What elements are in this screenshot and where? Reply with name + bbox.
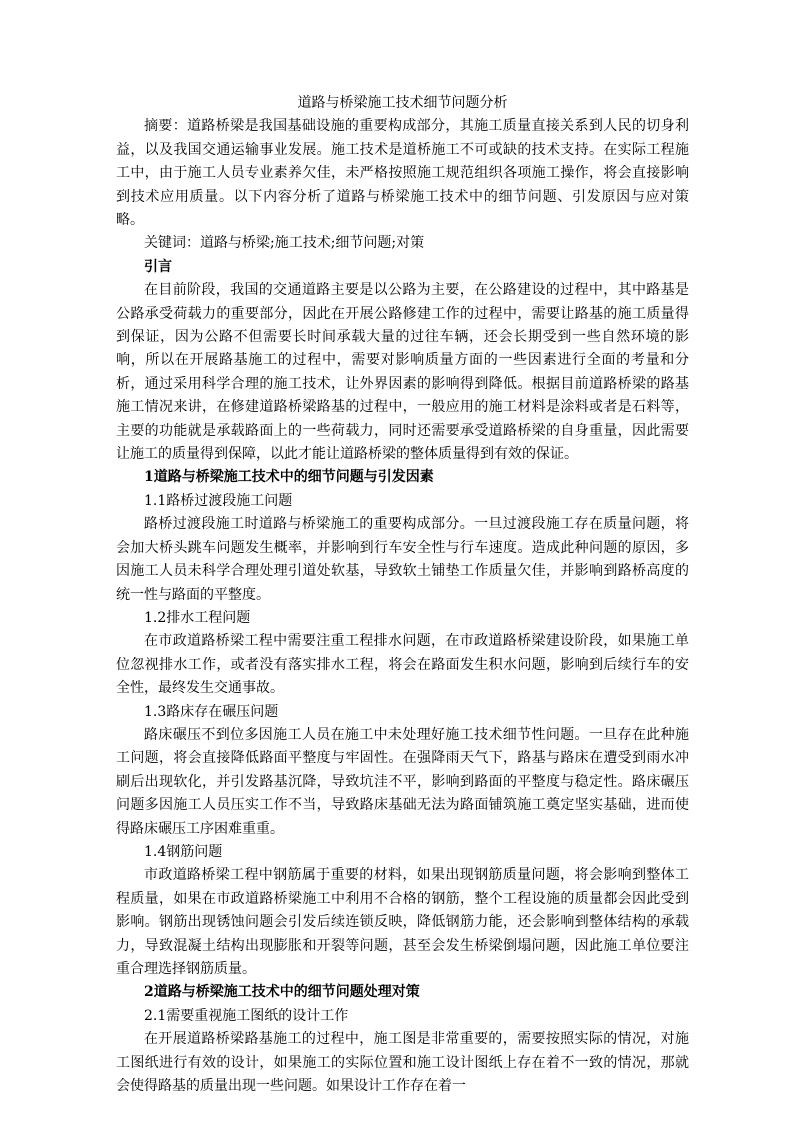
section-1-2-heading: 1.2排水工程问题 — [144, 609, 251, 626]
section-1-4-paragraph: 市政道路桥梁工程中钢筋属于重要的材料，如果出现钢筋质量问题，将会影响到整体工程质量，如果在市政道路桥梁施工中利用不合格的钢筋，整个工程设施的质量都会因此受到影响。钢筋出现锈蚀问题会引发后续连锁反映，降低钢筋力能，还会影响到整体结构的承载力，导致混凝土结构出现膨胀和开裂等问题，甚至会发生桥梁倒塌问题，因此施工单位要注重合理选择钢筋质量。 — [116, 867, 689, 978]
intro-heading: 引言 — [144, 258, 172, 275]
document-page — [116, 92, 689, 1098]
keywords-line: 关键词：道路与桥梁;施工技术;细节问题;对策 — [144, 235, 425, 252]
section-1-3-heading: 1.3路床存在碾压问题 — [144, 703, 279, 720]
intro-paragraph: 在目前阶段，我国的交通道路主要是以公路为主要，在公路建设的过程中，其中路基是公路承受荷载力的重要部分，因此在开展公路修建工作的过程中，需要让路基的施工质量得到保证，因为公路不但需要长时间承载大量的过往车辆，还会长期受到一些自然环境的影响，所以在开展路基施工的过程中，需要对影响质量方面的一些因素进行全面的考量和分析，通过采用科学合理的施工技术，让外界因素的影响得到降低。根据目前道路桥梁的路基施工情况来讲，在修建道路桥梁路基的过程中，一般应用的施工材料是涂料或者是石料等，主要的功能就是承载路面上的一些荷载力，同时还需要承受道路桥梁的自身重量，因此需要让施工的质量得到保障，以此才能让道路桥梁的整体质量得到有效的保证。 — [116, 282, 689, 463]
section-1-1-paragraph: 路桥过渡段施工时道路与桥梁施工的重要构成部分。一旦过渡段施工存在质量问题，将会加大桥头跳车问题发生概率，并影响到行车安全性与行车速度。造成此种问题的原因，多因施工人员未科学合理处理引道处软基，导致软土铺垫工作质量欠佳，并影响到路桥高度的统一性与路面的平整度。 — [116, 516, 689, 603]
section-1-3-paragraph: 路床碾压不到位多因施工人员在施工中未处理好施工技术细节性问题。一旦存在此种施工问题，将会直接降低路面平整度与牢固性。在强降雨天气下，路基与路床在遭受到雨水冲刷后出现软化，并引发路基沉降，导致坑洼不平，影响到路面的平整度与稳定性。路床碾压问题多因施工人员压实工作不当，导致路床基础无法为路面铺筑施工奠定坚实基础，进而使得路床碾压工序困难重重。 — [116, 726, 689, 837]
section-2-heading: 2道路与桥梁施工技术中的细节问题处理对策 — [144, 984, 420, 1001]
abstract-paragraph: 摘要：道路桥梁是我国基础设施的重要构成部分，其施工质量直接关系到人民的切身利益，以及我国交通运输事业发展。施工技术是道桥施工不可或缺的技术支持。在实际工程施工中，由于施工人员专业素养欠佳，未严格按照施工规范组织各项施工操作，将会直接影响到技术应用质量。以下内容分析了道路与桥梁施工技术中的细节问题、引发原因与应对策略。 — [116, 118, 689, 229]
section-1-4-heading: 1.4钢筋问题 — [144, 843, 223, 860]
section-1-2-paragraph: 在市政道路桥梁工程中需要注重工程排水问题，在市政道路桥梁建设阶段，如果施工单位忽视排水工作，或者没有落实排水工程，将会在路面发生积水问题，影响到后续行车的安全性，最终发生交通事故。 — [116, 633, 689, 697]
section-2-1-heading: 2.1需要重视施工图纸的设计工作 — [144, 1007, 349, 1024]
document-title: 道路与桥梁施工技术细节问题分析 — [297, 95, 508, 111]
section-1-1-heading: 1.1路桥过渡段施工问题 — [144, 492, 293, 509]
section-1-heading: 1道路与桥梁施工技术中的细节问题与引发因素 — [144, 469, 434, 486]
section-2-1-paragraph: 在开展道路桥梁路基施工的过程中，施工图是非常重要的，需要按照实际的情况，对施工图纸进行有效的设计，如果施工的实际位置和施工设计图纸上存在着不一致的情况，那就会使得路基的质量出现一些问题。如果设计工作存在着一 — [116, 1031, 689, 1095]
